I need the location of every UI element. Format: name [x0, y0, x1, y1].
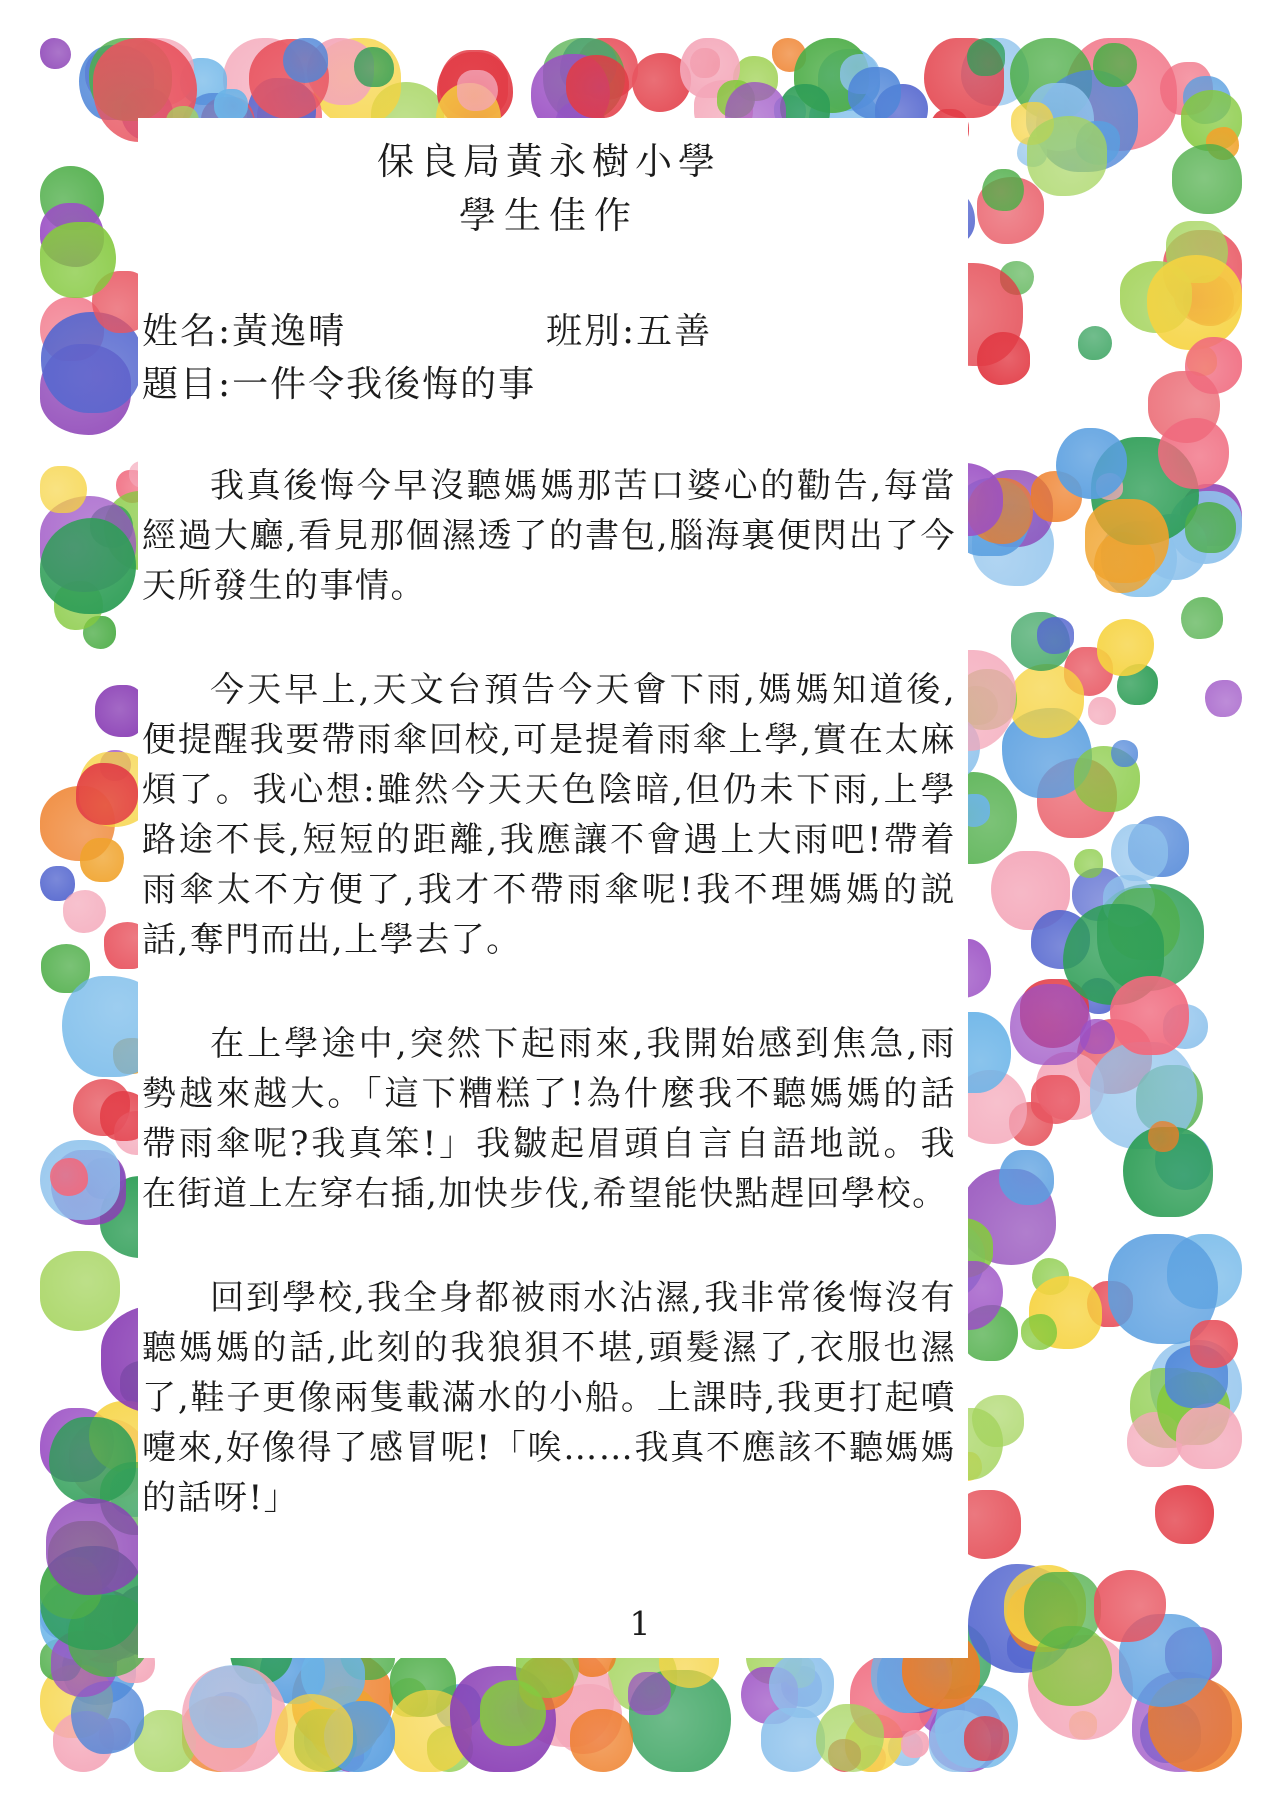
watercolor-dot — [1147, 255, 1242, 350]
watercolor-dot — [1111, 824, 1168, 881]
watercolor-dot — [1172, 144, 1242, 214]
essay-sheet — [138, 118, 968, 1658]
watercolor-dot — [40, 222, 116, 298]
watercolor-dot — [1176, 1403, 1242, 1469]
watercolor-dot — [40, 1251, 120, 1331]
essay-paragraph: 回到學校,我全身都被雨水沾濕,我非常後悔沒有聽媽媽的話,此刻的我狼狽不堪,頭髮濕了,衣服也濕了,鞋子更像兩隻載滿水的小船。上課時,我更打起噴嚏來,好像得了感冒呢!「唉……我真不應該不聽媽媽的話呀!」 — [142, 1278, 956, 1518]
watercolor-dot — [1010, 664, 1084, 738]
watercolor-dot — [40, 38, 71, 69]
watercolor-dot — [901, 1730, 929, 1758]
watercolor-dot — [570, 1709, 633, 1772]
watercolor-dot — [1078, 326, 1112, 360]
essay-paragraph: 今天早上,天文台預告今天會下雨,媽媽知道後,便提醒我要帶雨傘回校,可是提着雨傘上學,實在太麻煩了。我心想:雖然今天天色陰暗,但仍未下雨,上學路途不長,短短的距離,我應讓不會遇上大雨吧!帶着雨傘太不方便了,我才不帶雨傘呢!我不理媽媽的説話,奪門而出,上學去了。 — [142, 670, 956, 960]
watercolor-dot — [816, 1704, 884, 1772]
watercolor-dot — [1181, 597, 1223, 639]
watercolor-dot — [1056, 428, 1127, 499]
watercolor-dot — [1155, 1485, 1214, 1544]
watercolor-dot — [49, 1417, 136, 1504]
watercolor-dot — [1185, 337, 1242, 394]
watercolor-dot — [982, 169, 1024, 211]
watercolor-dot — [1205, 680, 1242, 717]
watercolor-dot — [1148, 1121, 1179, 1152]
watercolor-dot — [1031, 1075, 1080, 1124]
watercolor-dot — [1074, 849, 1103, 878]
watercolor-dot — [46, 1498, 143, 1595]
watercolor-dot — [1010, 984, 1091, 1065]
watercolor-dot — [967, 38, 1005, 76]
watercolor-dot — [40, 466, 87, 513]
watercolor-dot — [999, 1150, 1054, 1205]
watercolor-dot — [1158, 418, 1229, 489]
name-class-line — [142, 305, 956, 358]
watercolor-dot — [1085, 499, 1169, 583]
watercolor-dot — [354, 47, 394, 87]
school-name: 保良局黃永樹小學 — [377, 140, 721, 183]
watercolor-dot — [972, 1395, 1024, 1447]
watercolor-dot — [1190, 1320, 1238, 1368]
watercolor-dot — [1110, 976, 1189, 1055]
watercolor-dot — [1021, 1314, 1057, 1350]
watercolor-dot — [964, 1716, 1009, 1761]
watercolor-dot — [1027, 116, 1107, 196]
class-group — [546, 305, 712, 358]
watercolor-dot — [457, 70, 498, 111]
document-header — [142, 134, 956, 243]
watercolor-dot — [1088, 697, 1116, 725]
name-label: 姓名: — [142, 311, 233, 352]
watercolor-dot — [40, 518, 136, 614]
topic-line — [142, 358, 956, 411]
watercolor-dot — [1185, 502, 1236, 553]
page-number: 1 — [629, 1604, 651, 1643]
watercolor-dot — [76, 763, 138, 825]
watercolor-dot — [50, 1158, 88, 1196]
watercolor-dot — [769, 1653, 834, 1718]
watercolor-dot — [1037, 617, 1074, 654]
watercolor-dot — [283, 38, 328, 83]
essay-body — [142, 461, 956, 1523]
essay-paragraph: 我真後悔今早沒聽媽媽那苦口婆心的勸告,每當經過大廳,看見那個濕透了的書包,腦海裏便閃出了今天所發生的事情。 — [142, 466, 956, 606]
class-label: 班別: — [546, 311, 637, 352]
topic-label: 題目: — [142, 364, 233, 405]
name-value: 黃逸晴 — [232, 311, 347, 352]
watercolor-dot — [1093, 43, 1137, 87]
watercolor-dot — [848, 67, 901, 120]
watercolor-dot — [80, 838, 124, 882]
watercolor-dot — [189, 1665, 272, 1748]
watercolor-dot — [566, 55, 629, 118]
class-value: 五善 — [636, 311, 713, 352]
watercolor-dot — [275, 1694, 353, 1772]
watercolor-dot — [1080, 1019, 1115, 1054]
watercolor-dot — [63, 890, 106, 933]
topic-value: 一件令我後悔的事 — [232, 364, 537, 405]
section-title: 學生佳作 — [459, 194, 639, 237]
watercolor-dot — [1111, 740, 1138, 767]
essay-paragraph: 在上學途中,突然下起雨來,我開始感到焦急,雨勢越來越大。「這下糟糕了!為什麼我不聽媽媽的話帶雨傘呢?我真笨!」我皺起眉頭自言自語地説。我在街道上左穿右插,加快步伐,希望能快點趕回學校。 — [142, 1024, 956, 1214]
student-info-block — [142, 305, 956, 411]
